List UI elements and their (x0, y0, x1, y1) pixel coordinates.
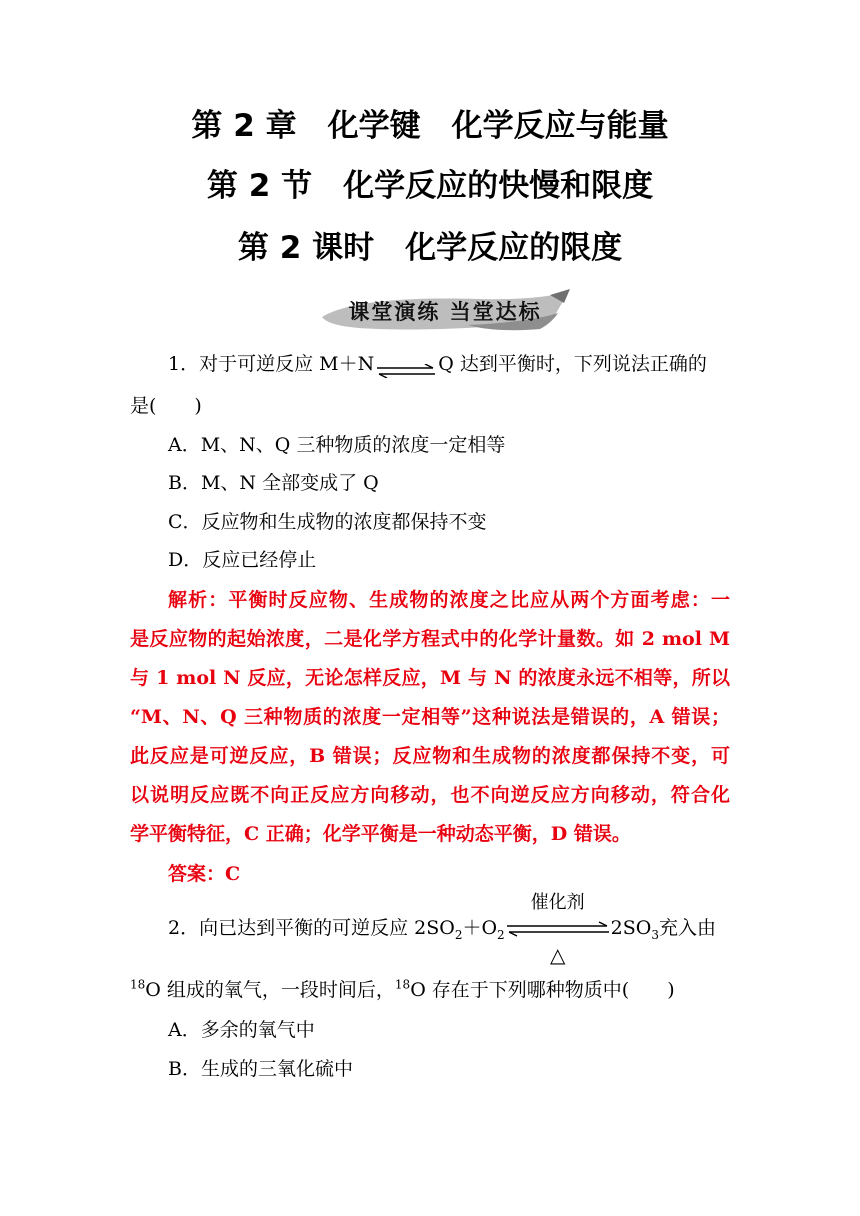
q2-subscript: 2 (454, 927, 463, 942)
q2-stem-mid: O 组成的氧气，一段时间后， (145, 979, 395, 1001)
q1-analysis-line-2: 是反应物的起始浓度，二是化学方程式中的化学计量数。如 2 mol M (130, 628, 730, 650)
q2-o-subscript: 2 (497, 927, 505, 942)
q1-stem-line-1 (168, 350, 730, 378)
q2-stem-line-1 (168, 892, 730, 967)
section-title: 第 2 节 化学反应的快慢和限度 (206, 168, 654, 204)
banner-label: 课堂演练 当堂达标 (348, 300, 542, 324)
isotope-superscript: 18 (394, 977, 411, 992)
q2-stem-tail: O 存在于下列哪种物质中( ) (410, 979, 675, 1001)
heat-symbol: △ (549, 943, 566, 967)
q1-stem-start: 1．对于可逆反应 M＋N (168, 353, 375, 375)
q1-analysis-line-1: 解析：平衡时反应物、生成物的浓度之比应从两个方面考虑：一 (168, 589, 730, 611)
q2-option-b: B．生成的三氧化硫中 (168, 1058, 353, 1080)
reversible-arrow-icon (505, 919, 611, 939)
q1-stem-line-2: 是( ) (130, 395, 202, 417)
q2-plus-o: ＋O (462, 917, 498, 939)
catalyst-label: 催化剂 (530, 892, 585, 913)
q2-stem-line-2 (130, 976, 730, 1004)
q1-option-a: A．M、N、Q 三种物质的浓度一定相等 (168, 434, 506, 456)
banner (318, 287, 574, 335)
catalyst-arrow (505, 892, 611, 967)
chapter-title: 第 2 章 化学键 化学反应与能量 (191, 108, 669, 144)
q1-analysis-line-6: 以说明反应既不向正反应方向移动，也不向逆反应方向移动，符合化 (130, 784, 730, 806)
q1-analysis-line-7: 学平衡特征，C 正确；化学平衡是一种动态平衡，D 错误。 (130, 823, 631, 845)
q2-option-a: A．多余的氧气中 (168, 1019, 315, 1041)
q1-stem-end: Q 达到平衡时，下列说法正确的 (438, 353, 707, 375)
q1-analysis-line-5: 此反应是可逆反应，B 错误；反应物和生成物的浓度都保持不变，可 (130, 745, 730, 767)
q1-option-c: C．反应物和生成物的浓度都保持不变 (168, 511, 487, 533)
q1-analysis-line-3: 与 1 mol N 反应，无论怎样反应，M 与 N 的浓度永远不相等，所以 (130, 667, 730, 689)
reversible-arrow-icon (375, 358, 437, 372)
lesson-title: 第 2 课时 化学反应的限度 (237, 230, 623, 266)
q2-product-subscript: 3 (651, 927, 659, 942)
q1-analysis-line-4: “M、N、Q 三种物质的浓度一定相等”这种说法是错误的，A 错误； (130, 706, 730, 728)
q1-option-d: D．反应已经停止 (168, 549, 317, 571)
q2-product: 2SO (610, 917, 652, 939)
q1-option-b: B．M、N 全部变成了 Q (168, 472, 379, 494)
q1-answer: 答案：C (168, 863, 241, 885)
isotope-superscript: 18 (130, 977, 146, 992)
q2-stem-start: 2．向已达到平衡的可逆反应 2SO (168, 917, 455, 939)
q2-stem-end: 充入由 (659, 917, 717, 939)
